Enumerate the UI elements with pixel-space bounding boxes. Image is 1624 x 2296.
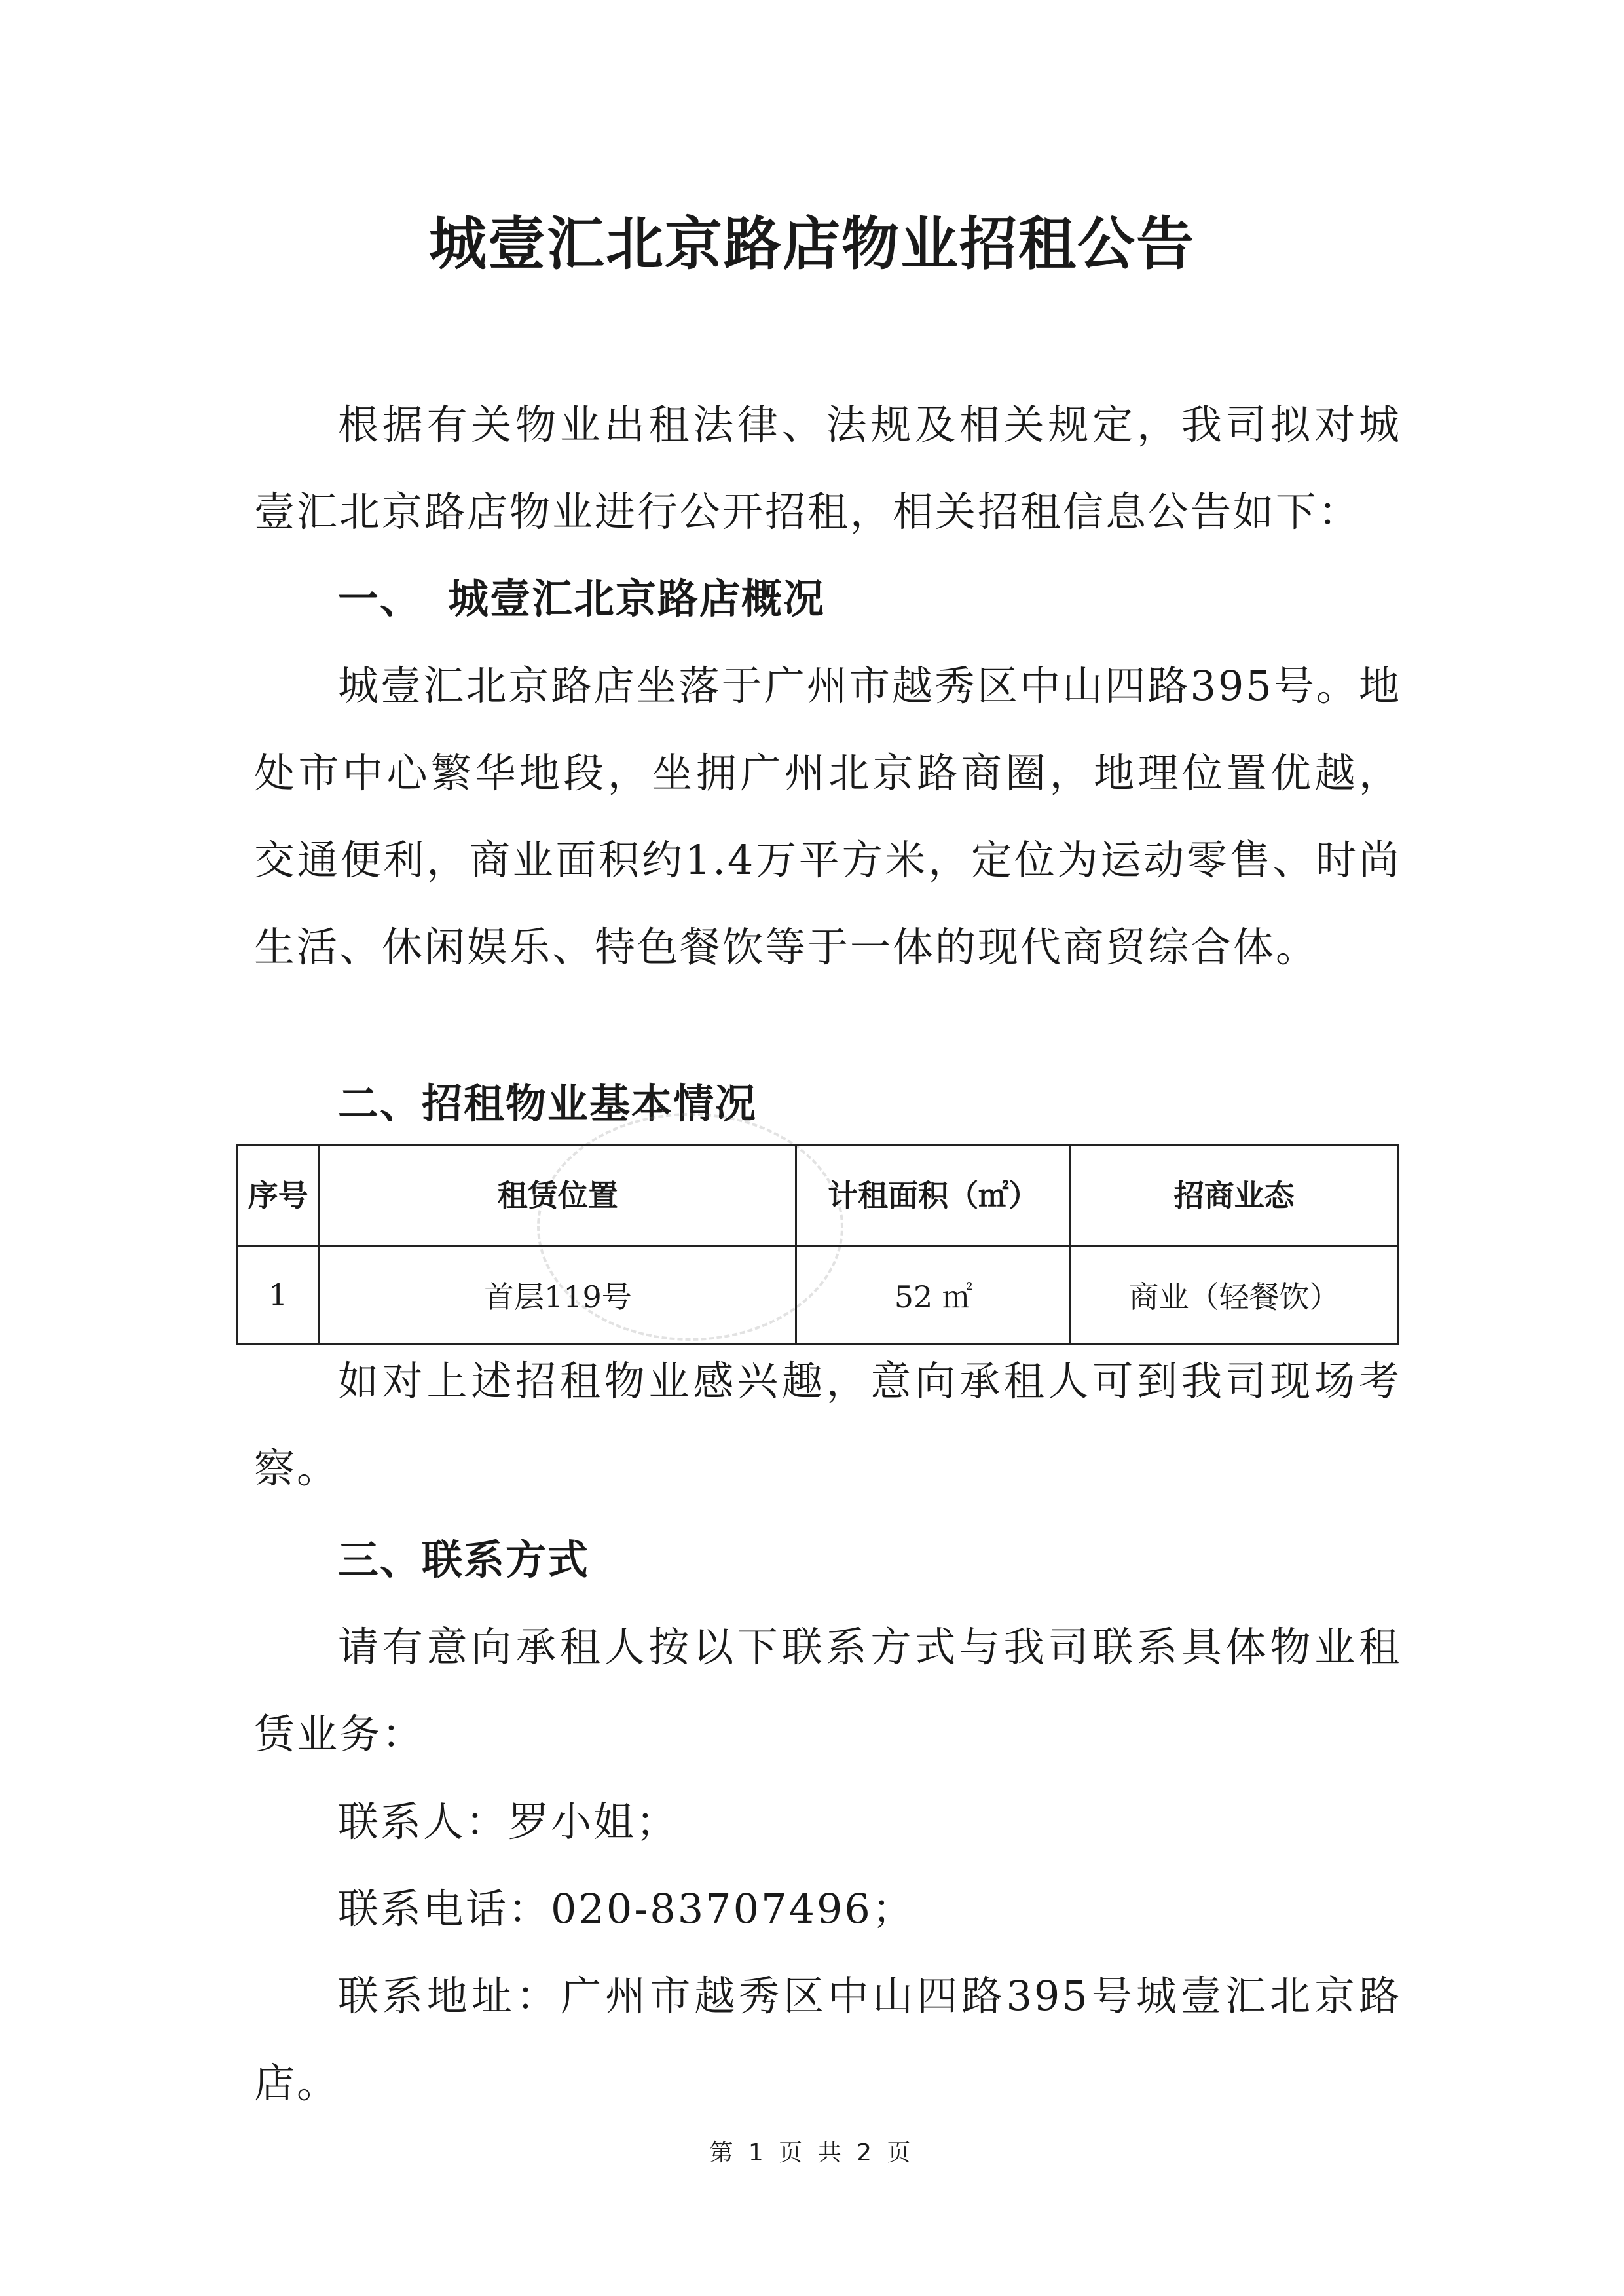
contact-person: 联系人：罗小姐； [338, 1798, 679, 1846]
contact-phone: 联系电话：020-83707496； [338, 1885, 915, 1933]
section1-heading [338, 555, 825, 642]
rental-table [236, 1144, 1399, 1345]
table-header-row [237, 1146, 1398, 1246]
section1-number: 一、 [338, 575, 422, 623]
section2-heading: 二、招租物业基本情况 [338, 1080, 758, 1127]
page-footer: 第 1 页 共 2 页 [709, 2140, 915, 2166]
section3-body: 请有意向承租人按以下联系方式与我司联系具体物业租赁业务： [254, 1623, 1401, 1758]
document-title: 城壹汇北京路店物业招租公告 [428, 210, 1195, 278]
header-business-type: 招商业态 [1071, 1146, 1398, 1246]
header-index: 序号 [237, 1146, 320, 1246]
cell-area: 52 ㎡ [796, 1246, 1071, 1345]
header-location: 租赁位置 [320, 1146, 796, 1246]
section2-note: 如对上述招租物业感兴趣，意向承租人可到我司现场考察。 [254, 1357, 1401, 1492]
table-row [237, 1246, 1398, 1345]
section1-title: 城壹汇北京路店概况 [448, 575, 826, 623]
contact-address: 联系地址：广州市越秀区中山四路395号城壹汇北京路店。 [254, 1972, 1401, 2107]
section1-body: 城壹汇北京路店坐落于广州市越秀区中山四路395号。地处市中心繁华地段，坐拥广州北京路商圈，地理位置优越，交通便利，商业面积约1.4万平方米，定位为运动零售、时尚生活、休闲娱乐、特色餐饮等于一体的现代商贸综合体。 [254, 662, 1401, 971]
cell-location: 首层119号 [320, 1246, 796, 1345]
cell-index: 1 [237, 1246, 320, 1345]
intro-paragraph: 根据有关物业出租法律、法规及相关规定，我司拟对城壹汇北京路店物业进行公开招租，相关招租信息公告如下： [254, 401, 1401, 536]
cell-business-type: 商业（轻餐饮） [1071, 1246, 1398, 1345]
section3-heading: 三、联系方式 [338, 1536, 590, 1584]
header-area: 计租面积（㎡） [796, 1146, 1071, 1246]
